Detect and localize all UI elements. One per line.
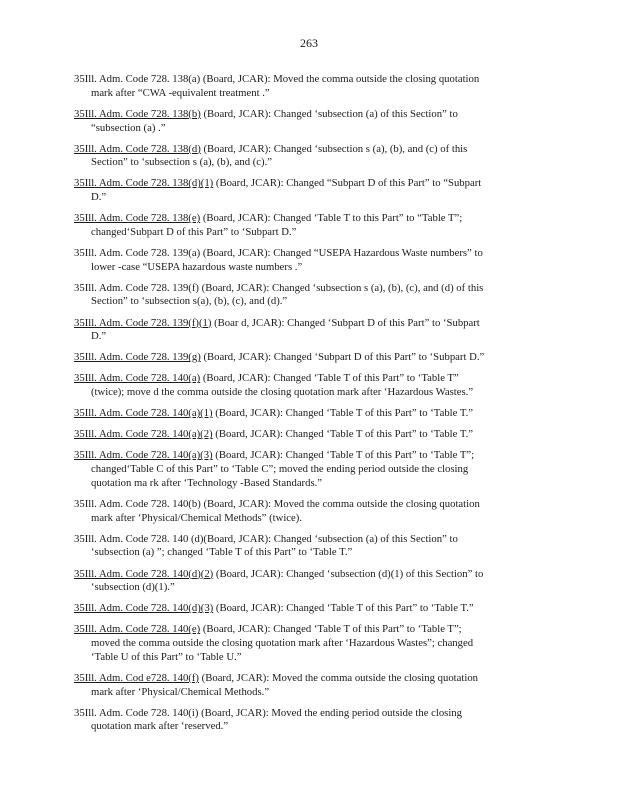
entry-first-line [74, 73, 542, 87]
entry-continuation-line: changed‘Table C of this Part” to ‘Table C”; moved the ending period outside the closing [91, 463, 469, 476]
change-description: (Board, JCAR): Changed ‘Table T of this Part” to ‘Table T.” [212, 428, 474, 441]
entry-continuation-line: (twice); move d the comma outside the closing quotation mark after ‘Hazardous Wastes.” [91, 386, 474, 399]
code-citation: 35Ill. Adm. Code 728. 140(b) [74, 497, 201, 510]
amendment-entry [74, 407, 542, 421]
amendment-entry [74, 351, 542, 365]
amendment-entry [74, 282, 542, 309]
change-description: (Board, JCAR): Changed ‘Table T of this Part” to ‘Table T.” [212, 407, 474, 420]
change-description: JCAR): Changed ‘subsection (a) of this Section” to [235, 532, 458, 545]
amendment-entry [74, 247, 542, 274]
amendment-entry [74, 177, 542, 204]
amendment-entry [74, 212, 542, 239]
entry-continuation-line: quotation mark after ‘reserved.” [91, 720, 229, 733]
change-description: (Board, JCAR): Changed ‘subsection (d)(1) of this Section” to [213, 567, 484, 580]
amendment-entry [74, 533, 542, 560]
entry-first-line [74, 428, 542, 442]
entry-first-line [74, 372, 542, 386]
entry-continuation-line: Section” to ‘subsection s (a), (b), and (c).” [91, 156, 273, 169]
amendment-entry [74, 428, 542, 442]
code-citation: 35Ill. Adm. Code 728. 139(f) [74, 281, 199, 294]
change-description: (Boar d, JCAR): Changed ‘Subpart D of this Part” to ‘Subpart [211, 316, 480, 329]
entry-first-line [74, 317, 542, 331]
entry-continuation-line: “subsection (a) .” [91, 121, 166, 134]
code-citation: 35Ill. Adm. Code 728. 138(d) [74, 142, 201, 155]
entry-first-line [74, 108, 542, 122]
change-description: (Board, JCAR): Changed “Subpart D of this Part” to “Subpart [213, 177, 482, 190]
amendment-entry [74, 707, 542, 734]
entry-continuation-line: D.” [91, 330, 107, 343]
entry-first-line [74, 407, 542, 421]
amendment-entry [74, 602, 542, 616]
code-citation: 35Ill. Adm. Code 728. 138(e) [74, 212, 201, 225]
code-citation: 35Ill. Adm. Code 728. 138(d)(1) [74, 177, 214, 190]
change-description: (Board, JCAR): Moved the comma outside the closing quotation [198, 671, 479, 684]
code-citation: 35Ill. Adm. Code 728. 140 (d)(Board, [74, 532, 236, 545]
entry-first-line [74, 247, 542, 261]
entry-continuation-line: ‘Table U of this Part” to ‘Table U.” [91, 650, 242, 663]
amendment-entry [74, 498, 542, 525]
entry-continuation-line: mark after ‘Physical/Chemical Methods” (twice). [91, 511, 303, 524]
code-citation: 35Ill. Adm. Code 728. 138(a) [74, 73, 201, 85]
code-citation: 35Ill. Adm. Code 728. 140(a)(2) [74, 428, 213, 441]
amendment-entry [74, 449, 542, 490]
code-citation: 35Ill. Adm. Code 728. 139(a) [74, 246, 201, 259]
entry-first-line [74, 707, 542, 721]
code-citation: 35Ill. Adm. Code 728. 139(g) [74, 351, 201, 364]
code-citation: 35Ill. Adm. Code 728. 140(d)(2) [74, 567, 214, 580]
amendment-entry [74, 372, 542, 399]
entry-continuation-line: moved the comma outside the closing quotation mark after ‘Hazardous Wastes”; changed [91, 637, 474, 650]
amendment-entry [74, 143, 542, 170]
page-number: 263 [300, 36, 318, 50]
entry-first-line [74, 498, 542, 512]
change-description: (Board, JCAR): Changed ‘Table T to this Part” to “Table T”; [200, 212, 463, 225]
amendment-list [74, 73, 542, 742]
entry-continuation-line: quotation ma rk after ‘Technology -Based Standards.” [91, 476, 323, 489]
amendment-entry [74, 108, 542, 135]
change-description: (Board, JCAR): Changed ‘Table T of this Part” to ‘Table T”; [200, 623, 462, 636]
entry-continuation-line: D.” [91, 191, 107, 204]
entry-first-line [74, 282, 542, 296]
change-description: (Board, JCAR): Changed “USEPA Hazardous Waste numbers” to [200, 246, 483, 259]
entry-continuation-line: changed‘Subpart D of this Part” to ‘Subpart D.” [91, 225, 297, 238]
code-citation: 35Ill. Adm. Code 728. 140(e) [74, 623, 201, 636]
code-citation: 35Ill. Adm. Code 728. 139(f)(1) [74, 316, 212, 329]
entry-continuation-line: ‘subsection (a) ”; changed ‘Table T of this Part” to ‘Table T.” [91, 546, 353, 559]
change-description: (Board, JCAR): Moved the comma outside the closing quotation [200, 497, 480, 510]
entry-first-line [74, 533, 542, 547]
change-description: (Board, JCAR): Changed ‘Table T of this Part” to ‘Table T”; [212, 449, 475, 462]
change-description: (Board, JCAR): Moved the comma outside the closing quotation [200, 73, 480, 85]
entry-first-line [74, 623, 542, 637]
entry-first-line [74, 602, 542, 616]
change-description: (Board, JCAR): Changed ‘subsection (a) of this Section” to [200, 107, 458, 120]
code-citation: 35Ill. Adm. Code 728. 140(a)(3) [74, 449, 213, 462]
entry-first-line [74, 672, 542, 686]
entry-continuation-line: lower -case “USEPA hazardous waste numbers .” [91, 260, 303, 273]
entry-first-line [74, 212, 542, 226]
change-description: (Board, JCAR): Changed ‘Subpart D of this Part” to ‘Subpart D.” [200, 351, 485, 364]
entry-continuation-line: mark after ‘Physical/Chemical Methods.” [91, 685, 270, 698]
code-citation: 35Ill. Adm. Code 728. 140(d)(3) [74, 602, 214, 615]
amendment-entry [74, 317, 542, 344]
entry-first-line [74, 177, 542, 191]
code-citation: 35Ill. Adm. Code 728. 140(a) [74, 372, 201, 385]
change-description: (Board, JCAR): Changed ‘subsection s (a), (b), (c), and (d) of this [198, 281, 484, 294]
code-citation: 35Ill. Adm. Code 728. 140(a)(1) [74, 407, 213, 420]
entry-continuation-line: ‘subsection (d)(1).” [91, 581, 175, 594]
change-description: (Board, JCAR): Changed ‘subsection s (a), (b), and (c) of this [200, 142, 468, 155]
code-citation: 35Ill. Adm. Cod e728. 140(f) [74, 671, 199, 684]
amendment-entry [74, 73, 542, 100]
entry-continuation-line: Section” to ‘subsection s(a), (b), (c), and (d).” [91, 295, 288, 308]
entry-first-line [74, 568, 542, 582]
code-citation: 35Ill. Adm. Code 728. 138(b) [74, 107, 201, 120]
entry-continuation-line: mark after “CWA -equivalent treatment .” [91, 86, 270, 99]
entry-first-line [74, 351, 542, 365]
amendment-entry [74, 568, 542, 595]
code-citation: 35Ill. Adm. Code 728. 140(i) [74, 706, 199, 719]
change-description: (Board, JCAR): Changed ‘Table T of this Part” to ‘Table T.” [213, 602, 474, 615]
amendment-entry [74, 623, 542, 664]
entry-first-line [74, 143, 542, 157]
amendment-entry [74, 672, 542, 699]
change-description: (Board, JCAR): Changed ‘Table T of this Part” to ‘Table T” [200, 372, 459, 385]
change-description: (Board, JCAR): Moved the ending period outside the closing [198, 706, 462, 719]
entry-first-line [74, 449, 542, 463]
